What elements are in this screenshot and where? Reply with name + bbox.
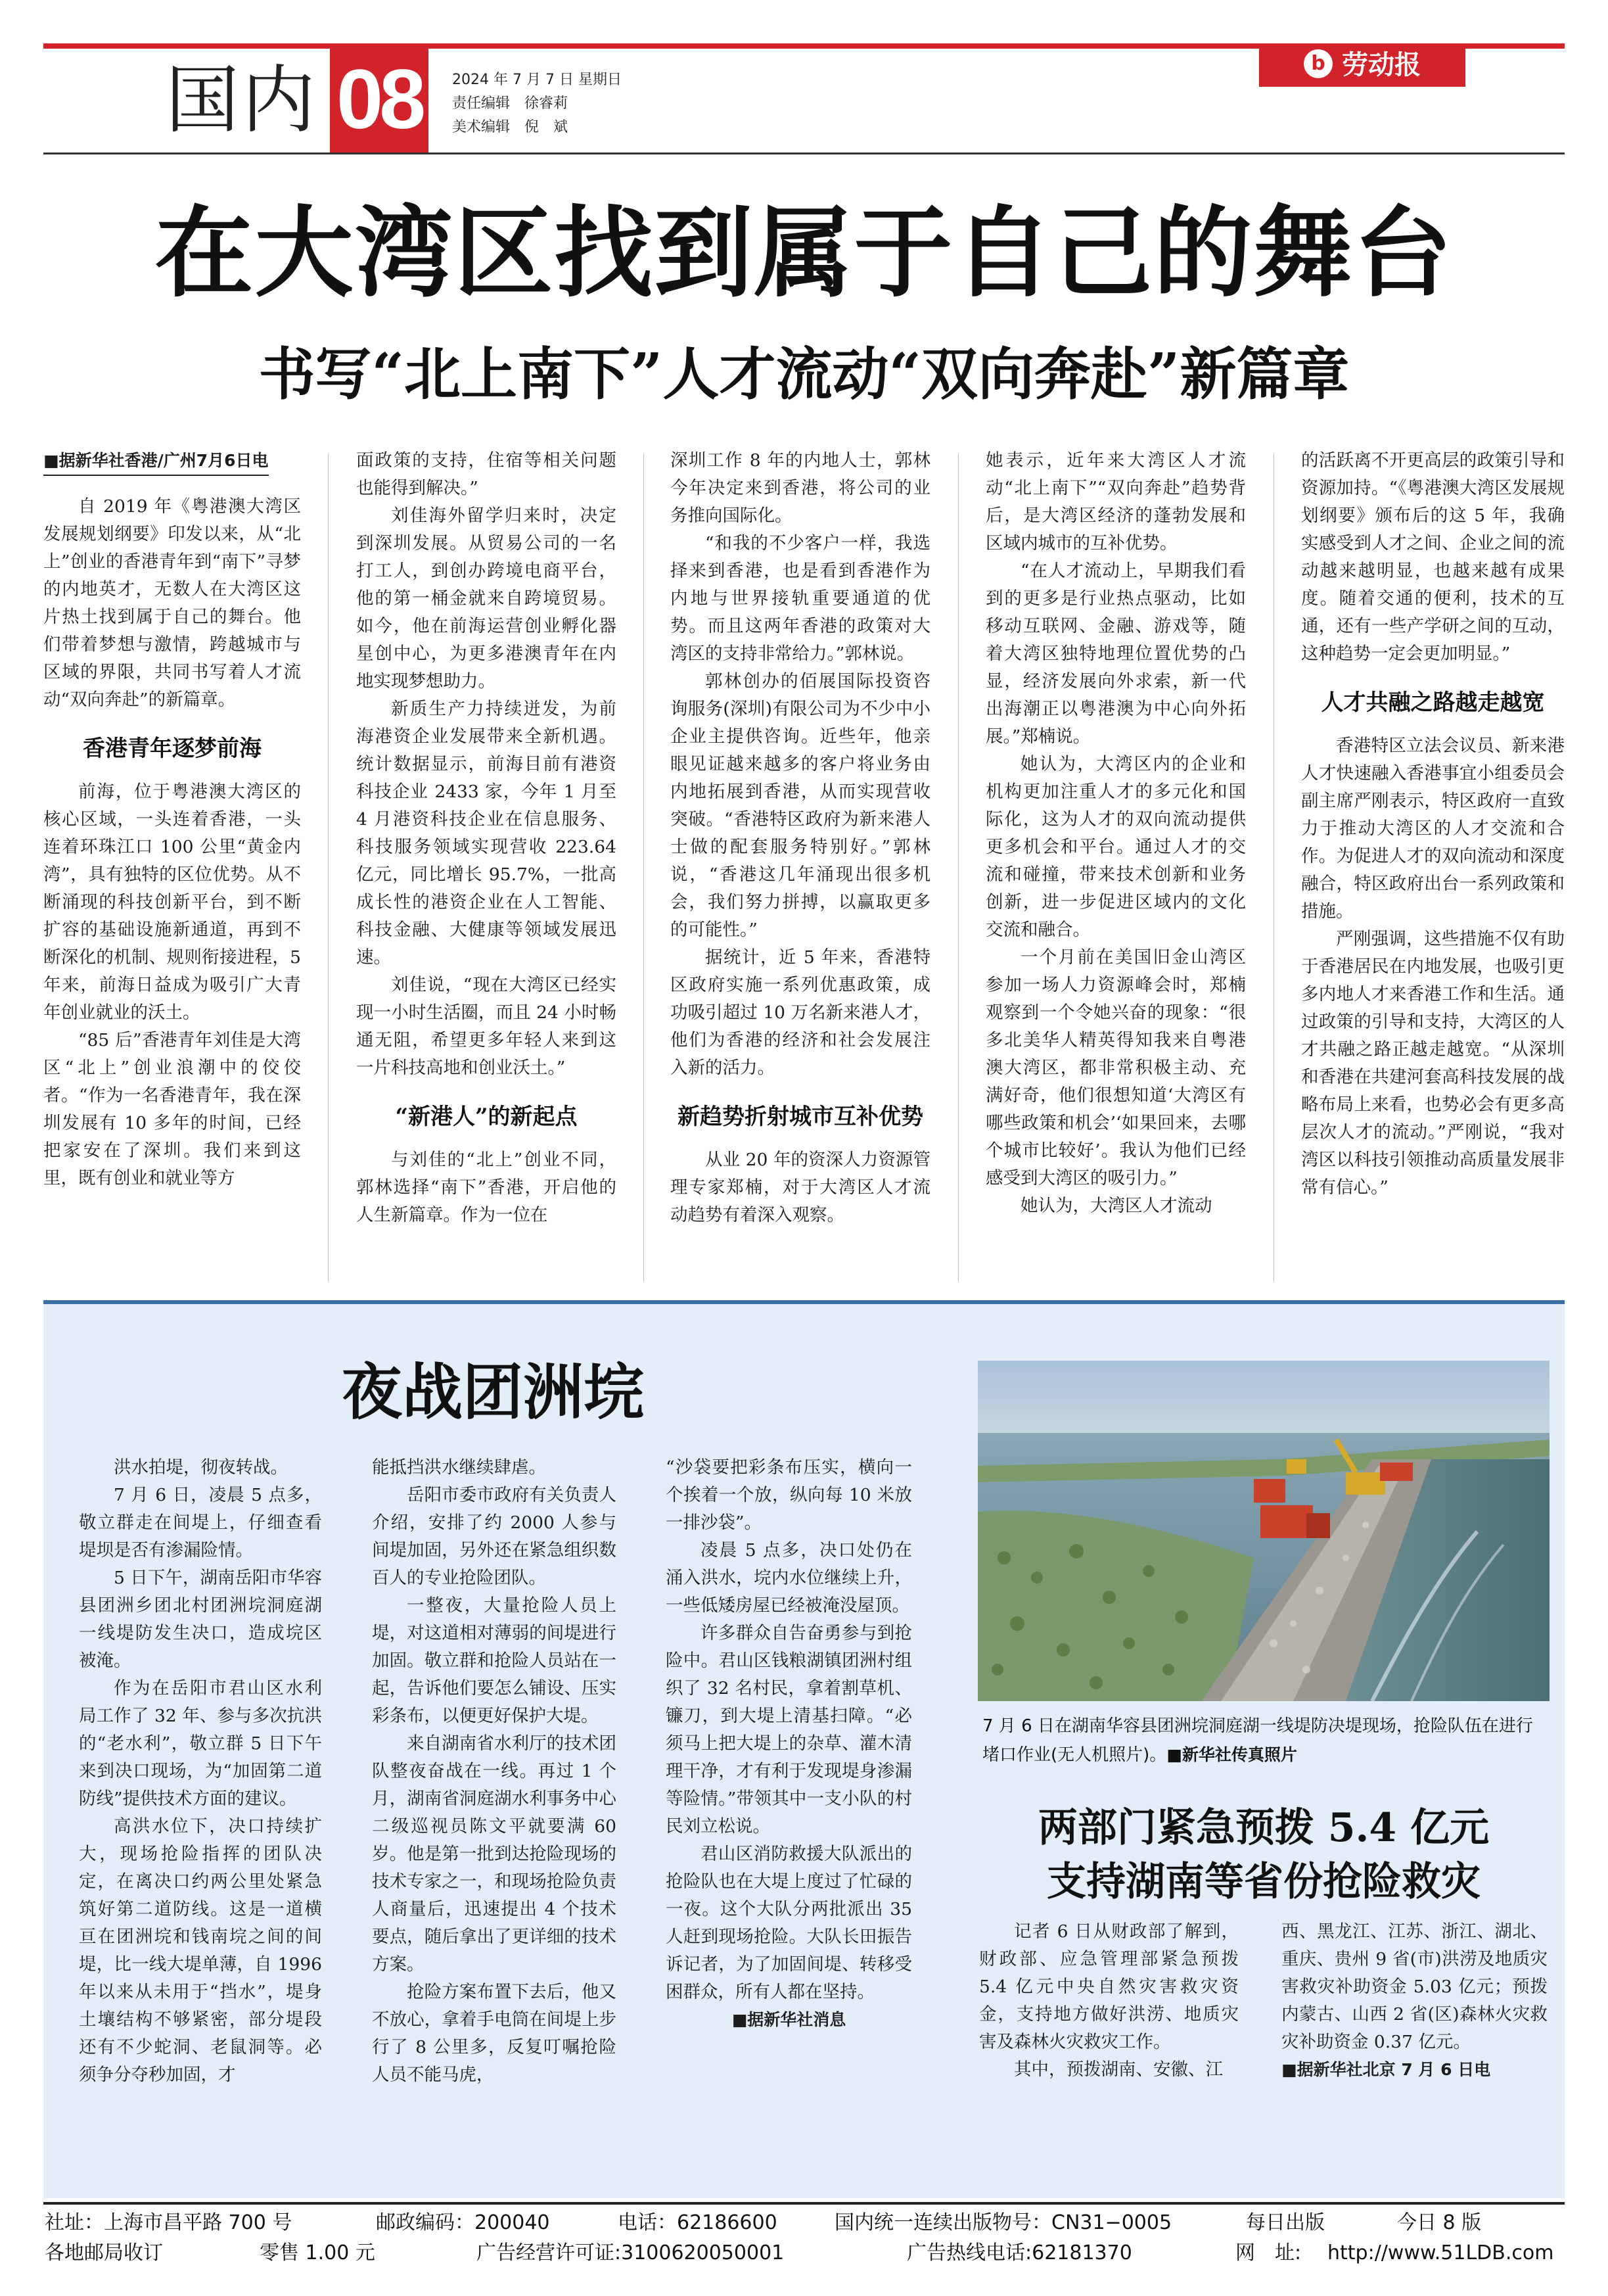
- paragraph: 深圳工作 8 年的内地人士，郭林今年决定来到香港，将公司的业务推向国际化。: [670, 450, 930, 526]
- paragraph: 她表示，近年来大湾区人才流动“北上南下”“双向奔赴”趋势背后，是大湾区经济的蓬勃发展和区域内城市的互补优势。: [986, 450, 1246, 553]
- main-headline: 在大湾区找到属于自己的舞台: [154, 195, 1454, 311]
- column-rule: [643, 454, 644, 1282]
- paragraph: 其中，预拨湖南、安徽、江: [1014, 2059, 1223, 2080]
- paragraph: “85 后”香港青年刘佳是大湾区“北上”创业浪潮中的佼佼者。“作为一名香港青年，我在深圳发展有 10 多年的时间，已经把家安在了深圳。我们来到这里，既有创业和就业等方: [43, 1030, 301, 1188]
- paragraph: 高洪水位下，决口持续扩大，现场抢险指挥的团队决定，在离决口约两公里处紧急筑好第二道防线。这是一道横亘在团洲垸和钱南垸之间的间堤，比一线大堤单薄，自 1996 年以来从未用于“挡水”，堤身土壤结构不够紧密，部分堤段还有不少蛇洞、老鼠洞等。必须争分夺秒加固，才: [79, 1816, 322, 2085]
- paragraph: “在人才流动上，早期我们看到的更多是行业热点驱动，比如移动互联网、金融、游戏等，随着大湾区独特地理位置优势的凸显，经济发展向外求索，新一代出海潮正以粤港澳为中心向外拓展。”郑楠说。: [986, 561, 1246, 747]
- subhead-new-hkers: “新港人”的新起点: [395, 1104, 578, 1130]
- logo-icon: b: [1304, 49, 1333, 78]
- paragraph: 凌晨 5 点多，决口处仍在涌入洪水，垸内水位继续上升，一些低矮房屋已经被淹没屋顶。: [666, 1540, 912, 1616]
- paragraph: 面政策的支持，住宿等相关问题也能得到解决。”: [356, 450, 616, 498]
- footer-rule: [43, 2202, 1565, 2205]
- footer-pages: 今日 8 版: [1397, 2211, 1482, 2234]
- footer-price: 零售 1.00 元: [260, 2241, 375, 2264]
- paragraph: 记者 6 日从财政部了解到，财政部、应急管理部紧急预拨 5.4 亿元中央自然灾害救灾资金，支持地方做好洪涝、地质灾害及森林火灾救灾工作。: [979, 1921, 1239, 2052]
- paragraph: 与刘佳的“北上”创业不同，郭林选择“南下”香港，开启他的人生新篇章。作为一位在: [356, 1150, 616, 1225]
- footer-ad-license: 广告经营许可证:3100620050001: [476, 2241, 785, 2264]
- art-editor: 美术编辑 倪 斌: [452, 119, 568, 135]
- subhead-talent-integration: 人才共融之路越走越宽: [1321, 690, 1545, 716]
- paragraph: 前海，位于粤港澳大湾区的核心区域，一头连着香港，一头连着环珠江口 100 公里“黄金内湾”，具有独特的区位优势。从不断涌现的科技创新平台，到不断扩容的基础设施新通道，再到不断深化的机制、规则衔接进程，5 年来，前海日益成为吸引广大青年创业就业的沃土。: [43, 782, 301, 1023]
- main-subheadline: 书写“北上南下”人才流动“双向奔赴”新篇章: [258, 341, 1350, 408]
- header-rule: [43, 152, 1565, 154]
- paragraph: 她认为，大湾区内的企业和机构更加注重人才的多元化和国际化，这为人才的双向流动提供更多机会和平台。通过人才的交流和碰撞，带来技术创新和业务创新，进一步促进区域内的文化交流和融合。: [986, 754, 1246, 940]
- responsible-editor: 责任编辑 徐睿莉: [452, 95, 568, 112]
- flood-signoff: ■据新华社消息: [731, 2010, 846, 2029]
- main-column-5: [1301, 447, 1565, 1288]
- footer-cn-number: 国内统一连续出版物号：CN31−0005: [835, 2211, 1172, 2234]
- paragraph: 自 2019 年《粤港澳大湾区发展规划纲要》印发以来，从“北上”创业的香港青年到“南下”寻梦的内地英才，无数人在大湾区这片热土找到属于自己的舞台。他们带着梦想与激情，跨越城市与区域的界限，共同书写着人才流动“双向奔赴”的新篇章。: [43, 496, 301, 710]
- paragraph: 5 日下午，湖南岳阳市华容县团洲乡团北村团洲垸洞庭湖一线堤防发生决口，造成垸区被淹。: [79, 1568, 322, 1671]
- fund-article-title: [978, 1801, 1550, 1909]
- photo-credit: ■新华社传真照片: [1166, 1745, 1297, 1764]
- paragraph: 的活跃离不开更高层的政策引导和资源加持。“《粤港澳大湾区发展规划纲要》颁布后的这 5 年，我确实感受到人才之间、企业之间的流动越来越明显，也越来越有成果度。随着交通的便利，技术的互通，还有一些产学研之间的互动，这种趋势一定会更加明显。”: [1301, 450, 1565, 664]
- paragraph: 郭林创办的佰展国际投资咨询服务(深圳)有限公司为不少中小企业主提供咨询。近些年，他亲眼见证越来越多的客户将业务由内地拓展到香港，从而实现营收突破。“香港特区政府为新来港人士做的配套服务特别好。”郭林说，“香港这几年涌现出很多机会，我们努力拼搏，以赢取更多的可能性。”: [670, 671, 930, 940]
- paragraph: 严刚强调，这些措施不仅有助于香港居民在内地发展，也吸引更多内地人才来香港工作和生活。通过政策的引导和支持，大湾区的人才共融之路正越走越宽。“从深圳和香港在共建河套高科技发展的战略布局上来看，也势必会有更多高层次人才的流动。”严刚说，“我对湾区以科技引领推动高质量发展非常有信心。”: [1301, 929, 1565, 1198]
- subhead-new-trends: 新趋势折射城市互补优势: [678, 1104, 923, 1130]
- paragraph: 西、黑龙江、江苏、浙江、湖北、重庆、贵州 9 省(市)洪涝及地质灾害救灾补助资金 5.03 亿元；预拨内蒙古、山西 2 省(区)森林火灾救灾补助资金 0.37 亿元。: [1281, 1921, 1548, 2052]
- flood-article-title: 夜战团洲垸: [342, 1357, 645, 1428]
- footer-postcode: 邮政编码：200040: [376, 2211, 550, 2234]
- paragraph: 岳阳市委市政府有关负责人介绍，安排了约 2000 人参与间堤加固，另外还在紧急组织数百人的专业抢险团队。: [372, 1485, 616, 1588]
- fund-column-2: [1281, 1918, 1548, 2188]
- header-meta: [452, 68, 728, 139]
- paragraph: 能抵挡洪水继续肆虐。: [372, 1457, 546, 1478]
- fund-column-1: [979, 1918, 1239, 2188]
- paragraph: 刘佳说，“现在大湾区已经实现一小时生活圈，而且 24 小时畅通无阻，希望更多年轻人来到这一片科技高地和创业沃土。”: [356, 975, 616, 1078]
- paragraph: 抢险方案布置下去后，他又不放心，拿着手电筒在间堤上步行了 8 公里多，反复叮嘱抢险人员不能马虎，: [372, 1982, 616, 2085]
- paragraph: 一整夜，大量抢险人员上堤，对这道相对薄弱的间堤进行加固。敬立群和抢险人员站在一起，告诉他们要怎么铺设、压实彩条布，以便更好保护大堤。: [372, 1595, 616, 1726]
- paragraph: 据统计，近 5 年来，香港特区政府实施一系列优惠政策，成功吸引超过 10 万名新来港人才，他们为香港的经济和社会发展注入新的活力。: [670, 947, 930, 1078]
- footer-subscribe: 各地邮局收订: [45, 2241, 163, 2264]
- flood-photo: [978, 1361, 1550, 1701]
- paragraph: 新质生产力持续迸发，为前海港资企业发展带来全新机遇。统计数据显示，前海目前有港资科技企业 2433 家，今年 1 月至 4 月港资科技企业在信息服务、科技服务领域实现营收 223.64 亿元，同比增长 95.7%，一批高成长性的港资企业在人工智能、科技金融、大健康等领域发展迅速。: [356, 699, 616, 968]
- paragraph: 来自湖南省水利厅的技术团队整夜奋战在一线。再过 1 个月，湖南省洞庭湖水利事务中心二级巡视员陈文平就要满 60 岁。他是第一批到达抢险现场的技术专家之一，和现场抢险负责人商量后，迅速提出 4 个技术要点，随后拿出了更详细的技术方案。: [372, 1733, 616, 1975]
- flood-column-1: [79, 1454, 322, 2190]
- photo-caption: [982, 1712, 1549, 1769]
- main-column-2: [356, 447, 616, 1288]
- newspaper-logo: [1259, 43, 1465, 87]
- logo-text: 劳动报: [1342, 50, 1421, 80]
- footer-address: 社址：上海市昌平路 700 号: [45, 2211, 292, 2234]
- footer-website[interactable]: http://www.51LDB.com: [1327, 2241, 1554, 2264]
- footer-phone: 电话：62186600: [618, 2211, 777, 2234]
- paragraph: 7 月 6 日，凌晨 5 点多，敬立群走在间堤上，仔细查看堤坝是否有渗漏险情。: [79, 1485, 322, 1560]
- column-rule: [328, 454, 329, 1282]
- paragraph: 许多群众自告奋勇参与到抢险中。君山区钱粮湖镇团洲村组织了 32 名村民，拿着割草机、镰刀，到大堤上清基扫障。“必须马上把大堤上的杂草、灌木清理干净，才有利于发现堤身渗漏等险情。”带领其中一支小队的村民刘立松说。: [666, 1623, 912, 1837]
- flood-column-2: [372, 1454, 616, 2190]
- footer-ad-hotline: 广告热线电话:62181370: [907, 2241, 1132, 2264]
- main-column-3: [670, 447, 930, 1288]
- main-column-1: [43, 447, 301, 1288]
- paragraph: “和我的不少客户一样，我选择来到香港，也是看到香港作为内地与世界接轨重要通道的优势。而且这两年香港的政策对大湾区的支持非常给力。”郭林说。: [670, 533, 930, 664]
- paragraph: 作为在岳阳市君山区水利局工作了 32 年、参与多次抗洪的“老水利”，敬立群 5 日下午来到决口现场，为“加固第二道防线”提供技术方面的建议。: [79, 1678, 322, 1809]
- section-name: 国内: [166, 58, 318, 143]
- paragraph: 从业 20 年的资深人力资源管理专家郑楠，对于大湾区人才流动趋势有着深入观察。: [670, 1150, 930, 1225]
- footer-website-label: 网 址:: [1235, 2241, 1302, 2264]
- column-rule: [958, 454, 959, 1282]
- paragraph: 香港特区立法会议员、新来港人才快速融入香港事宜小组委员会副主席严刚表示，特区政府一直致力于推动大湾区的人才交流和合作。为促进人才的双向流动和深度融合，特区政府出台一系列政策和措施。: [1301, 736, 1565, 922]
- page-number: 08: [330, 47, 428, 152]
- issue-date: 2024 年 7 月 7 日 星期日: [452, 72, 622, 88]
- paragraph: 一个月前在美国旧金山湾区参加一场人力资源峰会时，郑楠观察到一个令她兴奋的现象：“很多北美华人精英得知我来自粤港澳大湾区，都非常积极主动、充满好奇，他们很想知道‘大湾区有哪些政策和机会’‘如果回来，去哪个城市比较好’。我认为他们已经感受到大湾区的吸引力。”: [986, 947, 1246, 1188]
- paragraph: 洪水拍堤，彻夜转战。: [114, 1457, 288, 1478]
- fund-signoff: ■据新华社北京 7 月 6 日电: [1281, 2060, 1491, 2079]
- main-dateline: ■据新华社香港/广州7月6日电: [43, 447, 269, 476]
- flood-column-3: [666, 1454, 912, 2190]
- footer-daily: 每日出版: [1246, 2211, 1325, 2234]
- paragraph: “沙袋要把彩条布压实，横向一个挨着一个放，纵向每 10 米放一排沙袋”。: [666, 1457, 912, 1533]
- flood-photo-illustration: [978, 1361, 1550, 1701]
- main-column-4: [986, 447, 1246, 1288]
- paragraph: 她认为，大湾区人才流动: [1021, 1196, 1212, 1216]
- fund-title-line-2: 支持湖南等省份抢险救灾: [1047, 1859, 1481, 1905]
- paragraph: 君山区消防救援大队派出的抢险队也在大堤上度过了忙碌的一夜。这个大队分两批派出 35 人赶到现场抢险。大队长田振告诉记者，为了加固间堤、转移受困群众，所有人都在坚持。: [666, 1844, 912, 2002]
- fund-title-line-1: 两部门紧急预拨 5.4 亿元: [1038, 1805, 1490, 1851]
- paragraph: 刘佳海外留学归来时，决定到深圳发展。从贸易公司的一名打工人，到创办跨境电商平台，他的第一桶金就来自跨境贸易。如今，他在前海运营创业孵化器星创中心，为更多港澳青年在内地实现梦想助力。: [356, 505, 616, 691]
- photo-caption-text: 7 月 6 日在湖南华容县团洲垸洞庭湖一线堤防决堤现场，抢险队伍在进行堵口作业(无人机照片)。: [982, 1716, 1533, 1765]
- subhead-hk-youth: 香港青年逐梦前海: [83, 736, 262, 762]
